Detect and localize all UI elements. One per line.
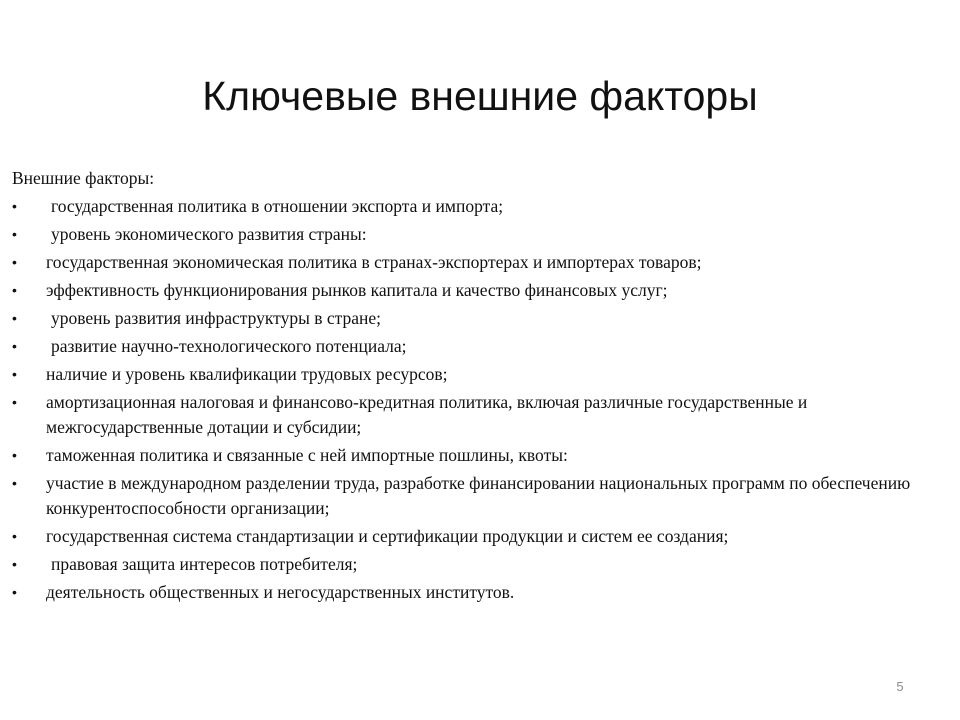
list-item	[12, 276, 947, 304]
list-item	[12, 550, 947, 578]
list-item-text: наличие и уровень квалификации трудовых ресурсов;	[46, 363, 448, 384]
list-item-text: эффективность функционирования рынков капитала и качество финансовых услуг;	[46, 279, 668, 300]
intro-text: Внешние факторы:	[12, 168, 155, 188]
bullet-icon: •	[12, 394, 17, 410]
list-item-text: государственная политика в отношении экспорта и импорта;	[51, 195, 504, 216]
list-item	[12, 522, 947, 550]
bullet-icon: •	[12, 226, 17, 242]
bullet-icon: •	[12, 338, 17, 354]
list-item-text: деятельность общественных и негосударственных институтов.	[46, 581, 515, 602]
bullet-icon: •	[12, 528, 17, 544]
list-item-text: государственная система стандартизации и сертификации продукции и систем ее создания;	[46, 525, 729, 546]
bullet-icon: •	[12, 254, 17, 270]
bullet-icon: •	[12, 556, 17, 572]
slide-title: Ключевые внешние факторы	[202, 73, 758, 119]
list-item-text: таможенная политика и связанные с ней импортные пошлины, квоты:	[46, 444, 568, 465]
page-number: 5	[896, 679, 904, 694]
list-item-text: уровень развития инфраструктуры в стране;	[51, 307, 381, 328]
list-item-text: государственная экономическая политика в странах-экспортерах и импортерах товаров;	[46, 251, 702, 272]
bullet-icon: •	[12, 447, 17, 463]
list-item	[12, 388, 947, 441]
bullet-icon: •	[12, 198, 17, 214]
list-item-text: правовая защита интересов потребителя;	[51, 553, 358, 574]
list-item-text: амортизационная налоговая и финансово-кредитная политика, включая различные государственные и межгосударственные дотации и субсидии;	[46, 391, 808, 437]
list-item-text: развитие научно-технологического потенциала;	[51, 335, 407, 356]
list-item	[12, 192, 947, 220]
factor-list	[12, 192, 947, 606]
bullet-icon: •	[12, 282, 17, 298]
list-item	[12, 332, 947, 360]
bullet-icon: •	[12, 584, 17, 600]
bullet-icon: •	[12, 475, 17, 491]
bullet-icon: •	[12, 366, 17, 382]
bullet-icon: •	[12, 310, 17, 326]
list-item	[12, 220, 947, 248]
list-item	[12, 578, 947, 606]
list-item	[12, 304, 947, 332]
list-item-text: участие в международном разделении труда, разработке финансировании национальных программ по обеспечению конкурентоспособности организации;	[46, 472, 911, 518]
list-item	[12, 248, 947, 276]
list-item	[12, 469, 947, 522]
list-item	[12, 360, 947, 388]
list-item-text: уровень экономического развития страны:	[51, 223, 367, 244]
slide-content	[12, 164, 947, 606]
list-item	[12, 441, 947, 469]
